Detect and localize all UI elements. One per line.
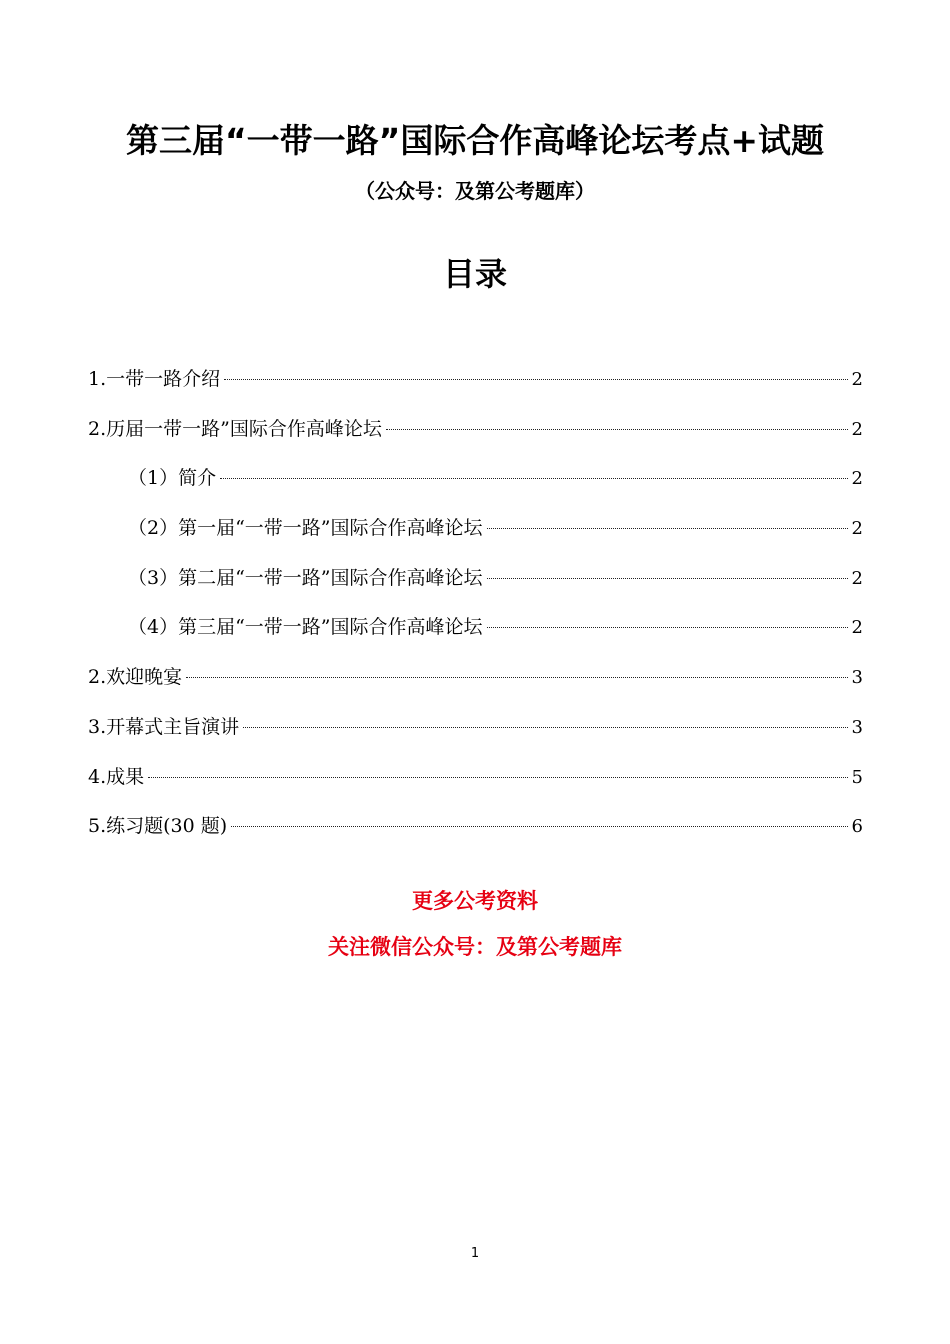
toc-entry-2[interactable]: [88, 408, 863, 458]
toc-entry-page: 6: [851, 816, 863, 838]
toc-entry-label: 4.成果: [88, 765, 145, 788]
toc-entry-page: 5: [851, 766, 863, 788]
toc-leader-dots: [231, 826, 847, 827]
toc-entry-label: 5.练习题(30 题): [88, 815, 228, 838]
toc-entry-page: 2: [851, 518, 863, 540]
toc-entry-label: 2.欢迎晚宴: [88, 666, 183, 689]
toc-entry-page: 2: [851, 567, 863, 589]
toc-entry-label: 3.开幕式主旨演讲: [88, 715, 240, 738]
toc-entry-label: 2.历届一带一路”国际合作高峰论坛: [88, 417, 382, 440]
document-subtitle: （公众号：及第公考题库）: [355, 179, 595, 203]
document-title: 第三届“一带一路”国际合作高峰论坛考点+试题: [125, 121, 825, 160]
toc-entry-2-4[interactable]: [88, 606, 863, 656]
page-number: 1: [470, 1246, 480, 1261]
toc-entry-2-1[interactable]: [88, 457, 863, 507]
toc-leader-dots: [148, 777, 847, 778]
toc-entry-4[interactable]: [88, 706, 863, 756]
toc-leader-dots: [487, 627, 848, 628]
toc-entry-page: 2: [851, 418, 863, 440]
toc-heading: 目录: [442, 255, 507, 293]
toc-entry-label: 1.一带一路介绍: [88, 368, 221, 390]
promo-follow-account: 关注微信公众号：及第公考题库: [328, 935, 622, 959]
toc-entry-5[interactable]: [88, 756, 863, 806]
toc-entry-page: 3: [851, 667, 863, 689]
toc-leader-dots: [487, 528, 848, 529]
toc-entry-6[interactable]: [88, 805, 863, 855]
toc-leader-dots: [487, 578, 848, 579]
promo-more-materials: 更多公考资料: [412, 889, 538, 913]
toc-leader-dots: [243, 727, 847, 728]
toc-leader-dots: [186, 677, 847, 678]
toc-leader-dots: [224, 379, 847, 380]
toc-leader-dots: [220, 478, 847, 479]
toc-leader-dots: [386, 429, 848, 430]
toc-entry-1[interactable]: [88, 358, 863, 408]
toc-entry-label: （4）第三届“一带一路”国际合作高峰论坛: [128, 616, 483, 639]
toc-entry-label: （3）第二届“一带一路”国际合作高峰论坛: [128, 566, 483, 589]
toc-entry-3[interactable]: [88, 656, 863, 706]
toc-entry-page: 2: [851, 369, 863, 390]
toc-entry-page: 3: [851, 716, 863, 738]
toc-entry-page: 2: [851, 617, 863, 639]
toc-entry-2-3[interactable]: [88, 557, 863, 607]
toc-entry-label: （2）第一届“一带一路”国际合作高峰论坛: [128, 517, 483, 540]
table-of-contents: [88, 358, 863, 855]
toc-entry-page: 2: [851, 468, 863, 490]
toc-entry-2-2[interactable]: [88, 507, 863, 557]
toc-entry-label: （1）简介: [128, 467, 217, 490]
